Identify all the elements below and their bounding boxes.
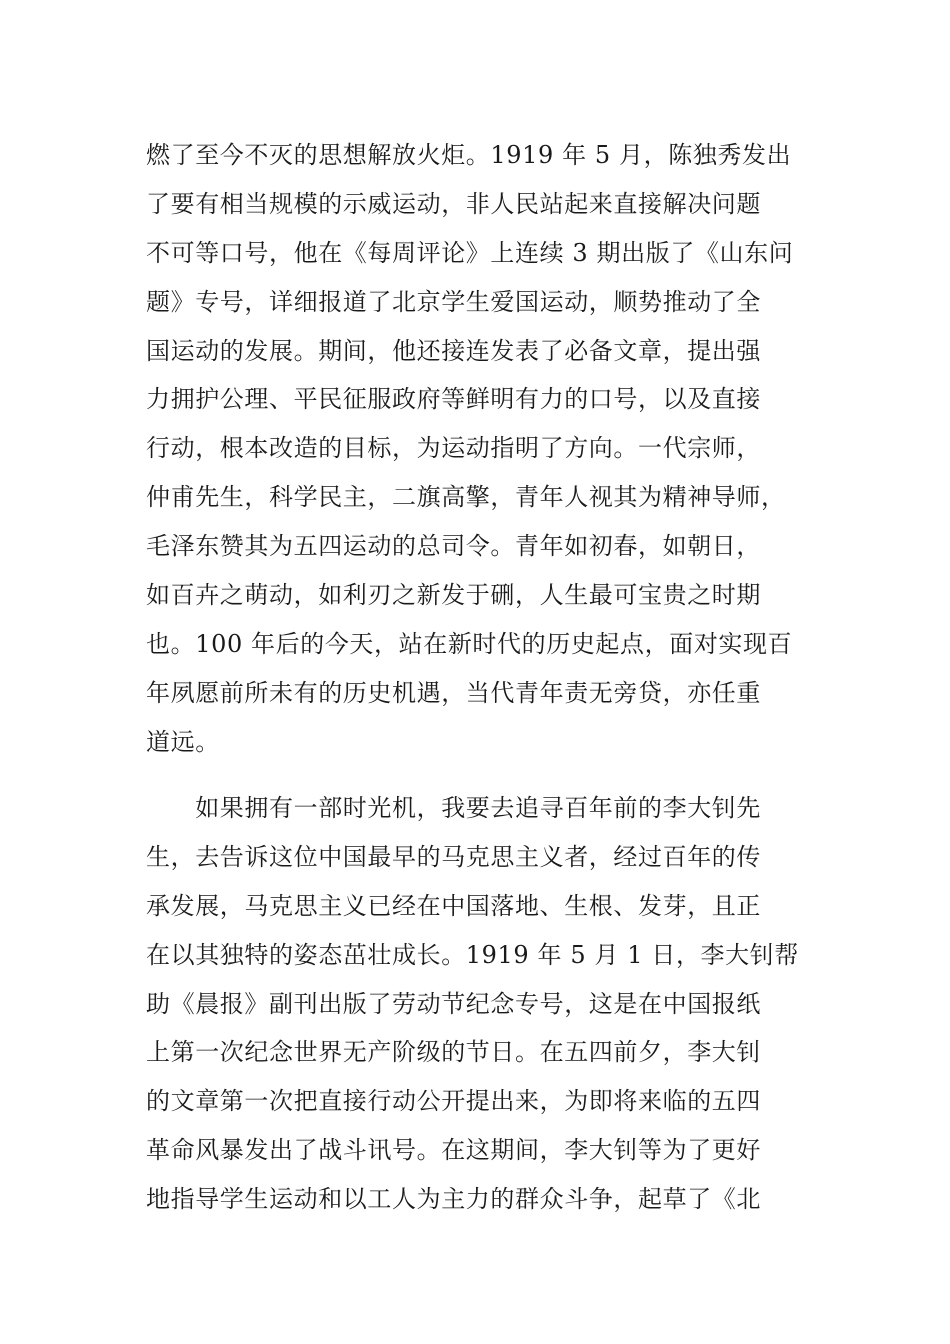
text-line: 题》专号，详细报道了北京学生爱国运动，顺势推动了全 <box>146 287 761 316</box>
text-line: 仲甫先生，科学民主，二旗高擎，青年人视其为精神导师， <box>146 483 786 512</box>
text-line: 道远。 <box>146 727 220 756</box>
text-line: 了要有相当规模的示威运动，非人民站起来直接解决问题 <box>146 189 761 218</box>
paragraph <box>146 784 816 1224</box>
text-line: 如果拥有一部时光机，我要去追寻百年前的李大钊先 <box>146 794 761 822</box>
paragraph <box>146 131 816 767</box>
text-line: 国运动的发展。期间，他还接连发表了必备文章，提出强 <box>146 336 761 365</box>
text-line: 燃了至今不灭的思想解放火炬。1919 年 5 月，陈独秀发出 <box>146 141 792 169</box>
text-line: 革命风暴发出了战斗讯号。在这期间，李大钊等为了更好 <box>146 1136 761 1165</box>
text-line: 的文章第一次把直接行动公开提出来，为即将来临的五四 <box>146 1087 761 1116</box>
text-line: 也。100 年后的今天，站在新时代的历史起点，面对实现百 <box>146 629 793 658</box>
text-line: 年夙愿前所未有的历史机遇，当代青年责无旁贷，亦任重 <box>146 678 761 707</box>
text-line: 承发展，马克思主义已经在中国落地、生根、发芽，且正 <box>146 891 761 920</box>
text-line: 助《晨报》副刊出版了劳动节纪念专号，这是在中国报纸 <box>146 989 761 1018</box>
text-line: 行动，根本改造的目标，为运动指明了方向。一代宗师， <box>146 434 761 463</box>
text-line: 在以其独特的姿态茁壮成长。1919 年 5 月 1 日，李大钊帮 <box>146 940 799 969</box>
text-line: 如百卉之萌动，如利刃之新发于硎，人生最可宝贵之时期 <box>146 581 761 610</box>
text-line: 毛泽东赞其为五四运动的总司令。青年如初春，如朝日， <box>146 532 761 561</box>
text-line: 不可等口号，他在《每周评论》上连续 3 期出版了《山东问 <box>146 238 794 267</box>
text-line: 生，去告诉这位中国最早的马克思主义者，经过百年的传 <box>146 842 761 871</box>
text-line: 地指导学生运动和以工人为主力的群众斗争，起草了《北 <box>146 1185 761 1214</box>
text-line: 上第一次纪念世界无产阶级的节日。在五四前夕，李大钊 <box>146 1038 761 1067</box>
text-line: 力拥护公理、平民征服政府等鲜明有力的口号，以及直接 <box>146 385 761 414</box>
